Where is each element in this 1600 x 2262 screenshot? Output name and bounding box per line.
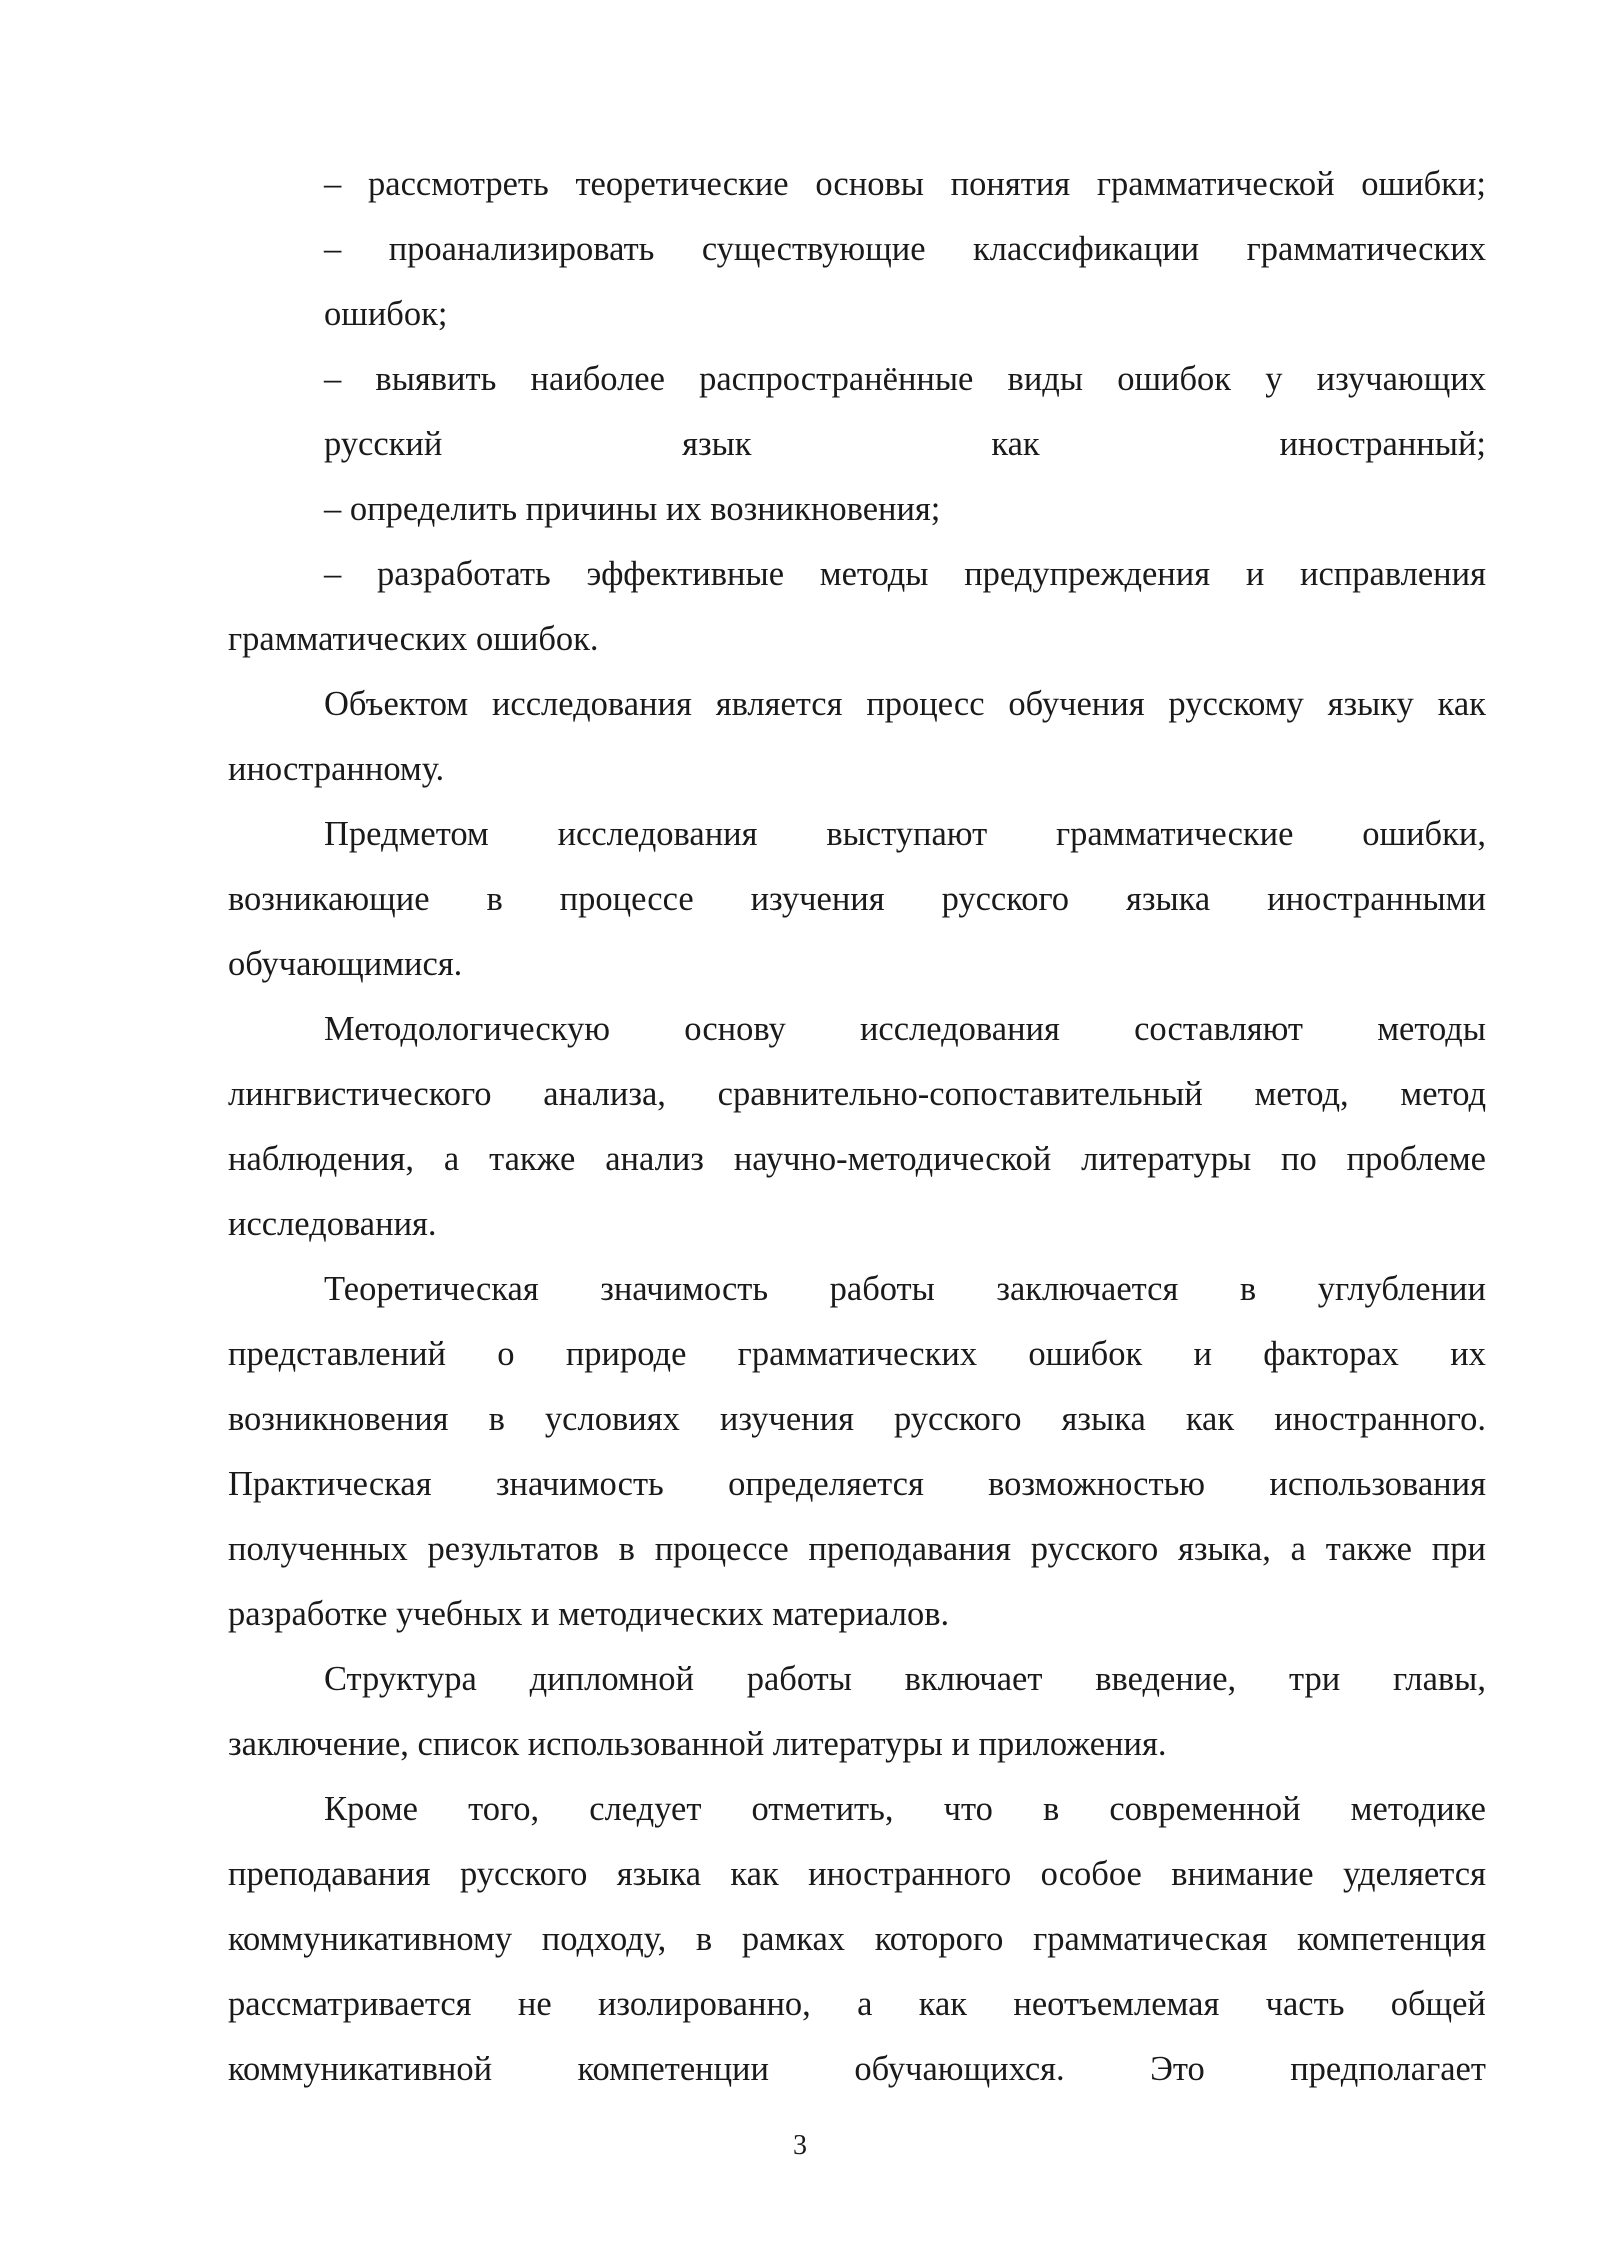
text-line	[228, 1322, 1486, 1387]
word: по	[1281, 1140, 1317, 1178]
word: их	[1450, 1335, 1486, 1373]
word: Практическая	[228, 1465, 432, 1503]
word: языка	[1061, 1400, 1146, 1438]
word: современной	[1109, 1790, 1301, 1828]
word: значимость	[495, 1465, 664, 1503]
word: иностранными	[1267, 880, 1486, 918]
word: изучения	[719, 1400, 854, 1438]
word: возможностью	[988, 1465, 1206, 1503]
word: как	[991, 425, 1040, 463]
word: анализа,	[543, 1075, 666, 1113]
text-line: обучающимися.	[228, 945, 463, 983]
text-line	[228, 1062, 1486, 1127]
word: а	[1290, 1530, 1306, 1568]
text-line	[228, 1387, 1486, 1452]
word: русского	[894, 1400, 1022, 1438]
word: изолированно,	[597, 1985, 811, 2023]
text-line: исследования.	[228, 1205, 437, 1243]
word: возникновения	[228, 1400, 449, 1438]
text-line: иностранному.	[228, 750, 445, 788]
word: грамматических	[1246, 230, 1486, 268]
page-number: 3	[793, 2130, 807, 2161]
word: иностранного.	[1274, 1400, 1486, 1438]
word: главы,	[1392, 1660, 1486, 1698]
word: грамматической	[1096, 165, 1335, 203]
text-line	[324, 1257, 1486, 1322]
word: в	[695, 1920, 713, 1958]
word: работы	[829, 1270, 935, 1308]
word: –	[324, 360, 342, 398]
word: является	[715, 685, 843, 723]
word: грамматические	[1055, 815, 1294, 853]
word: язык	[682, 425, 752, 463]
word: внимание	[1171, 1855, 1314, 1893]
text-line	[324, 672, 1486, 737]
text-line	[324, 542, 1486, 607]
word: полученных	[228, 1530, 408, 1568]
word: русского	[1030, 1530, 1159, 1568]
word: распространённые	[699, 360, 974, 398]
word: результатов	[427, 1530, 599, 1568]
word: коммуникативной	[228, 2050, 493, 2088]
word: языка,	[1178, 1530, 1271, 1568]
text-line	[228, 1127, 1486, 1192]
word: грамматическая	[1033, 1920, 1268, 1958]
word: изучающих	[1316, 360, 1486, 398]
word: также	[489, 1140, 576, 1178]
word: и	[1245, 555, 1265, 593]
text-line	[324, 152, 1486, 217]
word: значимость	[600, 1270, 769, 1308]
word: которого	[874, 1920, 1004, 1958]
word: как	[730, 1855, 779, 1893]
word: часть	[1265, 1985, 1345, 2023]
word: исследования	[859, 1010, 1060, 1048]
word: особое	[1040, 1855, 1142, 1893]
text-line: грамматических ошибок.	[228, 620, 599, 658]
word: углублении	[1317, 1270, 1486, 1308]
word: как	[918, 1985, 968, 2023]
word: преподавания	[228, 1855, 431, 1893]
word: ошибок	[1028, 1335, 1143, 1373]
word: Структура	[324, 1660, 477, 1698]
word: основу	[684, 1010, 786, 1048]
word: исправления	[1299, 555, 1486, 593]
word: понятия	[950, 165, 1071, 203]
word: существующие	[701, 230, 926, 268]
word: предполагает	[1290, 2050, 1486, 2088]
word: методы	[1377, 1010, 1486, 1048]
word: иностранный;	[1279, 425, 1486, 463]
word: наиболее	[530, 360, 665, 398]
word: и	[1193, 1335, 1212, 1373]
word: выступают	[826, 815, 988, 853]
word: ошибок	[1117, 360, 1232, 398]
word: выявить	[375, 360, 497, 398]
word: рассматривается	[228, 1985, 472, 2023]
word: русского	[459, 1855, 588, 1893]
word: лингвистического	[228, 1075, 492, 1113]
word: представлений	[228, 1335, 447, 1373]
word: заключается	[996, 1270, 1179, 1308]
word: как	[1437, 685, 1486, 723]
word: как	[1185, 1400, 1235, 1438]
word: Теоретическая	[324, 1270, 539, 1308]
word: литературы	[1081, 1140, 1252, 1178]
text-line	[324, 997, 1486, 1062]
word: иностранного	[808, 1855, 1012, 1893]
word: разработать	[376, 555, 551, 593]
word: в	[488, 1400, 505, 1438]
word: неотъемлемая	[1013, 1985, 1220, 2023]
word: Методологическую	[324, 1010, 610, 1048]
text-line	[228, 867, 1486, 932]
text-line	[228, 2037, 1486, 2102]
text-line	[228, 1907, 1486, 1972]
word: использования	[1269, 1465, 1486, 1503]
word: обучения	[1008, 685, 1145, 723]
word: не	[517, 1985, 552, 2023]
word: научно-методической	[733, 1140, 1052, 1178]
word: –	[324, 555, 342, 593]
word: о	[497, 1335, 515, 1373]
word: рассмотреть	[368, 165, 549, 203]
word: компетенции	[577, 2050, 769, 2088]
word: компетенция	[1297, 1920, 1486, 1958]
text-line	[324, 412, 1486, 477]
word: а	[857, 1985, 873, 2023]
word: языка	[1125, 880, 1211, 918]
word: русскому	[1168, 685, 1304, 723]
text-line	[228, 1452, 1486, 1517]
text-line	[228, 1517, 1486, 1582]
word: рамках	[741, 1920, 846, 1958]
word: при	[1431, 1530, 1486, 1568]
word: определяется	[728, 1465, 924, 1503]
word: отметить,	[751, 1790, 894, 1828]
word: основы	[815, 165, 924, 203]
word: метод,	[1254, 1075, 1349, 1113]
word: грамматических	[737, 1335, 978, 1373]
word: природе	[565, 1335, 687, 1373]
word: русского	[941, 880, 1070, 918]
text-line	[324, 1777, 1486, 1842]
word: составляют	[1134, 1010, 1303, 1048]
text-line: заключение, список использованной литературы и приложения.	[228, 1725, 1167, 1763]
word: –	[324, 230, 342, 268]
word: в	[486, 880, 503, 918]
word: коммуникативному	[228, 1920, 513, 1958]
word: уделяется	[1342, 1855, 1486, 1893]
word: языку	[1327, 685, 1414, 723]
word: Это	[1150, 2050, 1205, 2088]
word: сравнительно-сопоставительный	[717, 1075, 1203, 1113]
word: методы	[819, 555, 929, 593]
word: ошибки;	[1361, 165, 1486, 203]
word: наблюдения,	[228, 1140, 414, 1178]
word: исследования	[491, 685, 692, 723]
word: исследования	[557, 815, 758, 853]
text-line	[324, 1647, 1486, 1712]
word: проанализировать	[388, 230, 655, 268]
word: у	[1265, 360, 1283, 398]
word: метод	[1400, 1075, 1486, 1113]
word: процессе	[654, 1530, 789, 1568]
text-line	[228, 1972, 1486, 2037]
word: подходу,	[541, 1920, 667, 1958]
word: условиях	[544, 1400, 680, 1438]
word: того,	[468, 1790, 540, 1828]
word: в	[1239, 1270, 1257, 1308]
text-line	[324, 347, 1486, 412]
word: следует	[589, 1790, 702, 1828]
word: преподавания	[808, 1530, 1011, 1568]
text-line: – определить причины их возникновения;	[324, 490, 941, 528]
word: обучающихся.	[854, 2050, 1065, 2088]
word: в	[618, 1530, 635, 1568]
word: проблеме	[1346, 1140, 1486, 1178]
word: методике	[1350, 1790, 1486, 1828]
word: три	[1288, 1660, 1341, 1698]
word: –	[324, 165, 342, 203]
text-line	[228, 1842, 1486, 1907]
word: эффективные	[586, 555, 785, 593]
word: процессе	[559, 880, 694, 918]
word: а	[443, 1140, 460, 1178]
word: классификации	[972, 230, 1200, 268]
text-line: разработке учебных и методических материалов.	[228, 1595, 950, 1633]
word: работы	[746, 1660, 852, 1698]
word: также	[1325, 1530, 1412, 1568]
text-line: ошибок;	[324, 295, 448, 333]
word: общей	[1390, 1985, 1486, 2023]
word: предупреждения	[964, 555, 1211, 593]
text-line	[324, 802, 1486, 867]
word: факторах	[1263, 1335, 1399, 1373]
word: анализ	[605, 1140, 704, 1178]
word: ошибки,	[1362, 815, 1486, 853]
word: изучения	[750, 880, 885, 918]
word: введение,	[1095, 1660, 1237, 1698]
word: процесс	[866, 685, 985, 723]
word: Объектом	[324, 685, 469, 723]
word: теоретические	[575, 165, 789, 203]
word: Предметом	[324, 815, 489, 853]
word: возникающие	[228, 880, 430, 918]
word: включает	[904, 1660, 1043, 1698]
word: русский	[324, 425, 443, 463]
word: в	[1042, 1790, 1060, 1828]
word: языка	[616, 1855, 702, 1893]
word: дипломной	[529, 1660, 694, 1698]
word: виды	[1007, 360, 1084, 398]
word: Кроме	[324, 1790, 418, 1828]
word: что	[943, 1790, 993, 1828]
text-line	[324, 217, 1486, 282]
